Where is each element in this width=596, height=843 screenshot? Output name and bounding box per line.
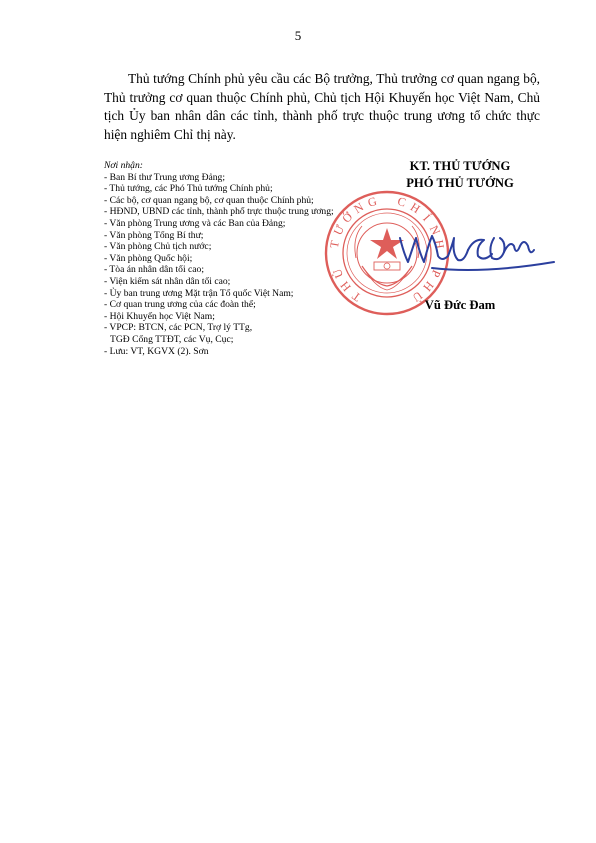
svg-text:H: H (431, 238, 448, 250)
svg-text:N: N (351, 199, 367, 217)
signature-icon (392, 216, 557, 282)
svg-text:Ớ: Ớ (339, 209, 356, 226)
recipient-item: - VPCP: BTCN, các PCN, Trợ lý TTg, (104, 322, 253, 334)
svg-text:H: H (337, 278, 354, 295)
page-number: 5 (294, 28, 302, 43)
svg-text:T: T (326, 239, 342, 250)
recipient-item: - Lưu: VT, KGVX (2). Sơn (104, 345, 209, 357)
svg-text:Ủ: Ủ (409, 288, 426, 305)
svg-text:T: T (349, 288, 364, 305)
recipient-item: - HĐND, UBND các tỉnh, thành phố trực thuộc trung ương; (104, 206, 334, 218)
recipient-item: - Viện kiểm sát nhân dân tối cao; (104, 275, 231, 287)
signer-block (372, 158, 548, 192)
recipient-item: TGĐ Cổng TTĐT, các Vụ, Cục; (110, 333, 234, 345)
recipient-item: - Văn phòng Chủ tịch nước; (104, 241, 212, 253)
svg-text:Ư: Ư (330, 222, 348, 238)
signer-title: KT. THỦ TƯỚNG (409, 159, 511, 173)
directive-paragraph: Thủ tướng Chính phủ yêu cầu các Bộ trưởng, Thủ trưởng cơ quan ngang bộ, Thủ trưởng cơ quan thuộc Chính phủ, Chủ tịch Hội Khuyến học Việt Nam, Chủ tịch Ủy ban nhân dân các tỉnh, thành phố trực thuộc trung ương tổ chức thực hiện nghiêm Chỉ thị này. (104, 71, 540, 142)
recipients-heading: Nơi nhận: (104, 160, 143, 171)
signer-name: Vũ Đức Đam (424, 298, 496, 312)
recipient-item: - Thủ tướng, các Phó Thủ tướng Chính phủ; (104, 183, 273, 195)
recipient-item: - Hội Khuyến học Việt Nam; (104, 310, 215, 322)
recipient-item: - Cơ quan trung ương của các đoàn thể; (104, 299, 256, 311)
svg-text:Í: Í (420, 211, 434, 224)
svg-text:G: G (366, 193, 379, 210)
svg-text:H: H (420, 278, 437, 295)
recipient-item: - Văn phòng Trung ương và các Ban của Đảng; (104, 217, 286, 229)
svg-text:C: C (395, 193, 408, 210)
recipient-item: - Ban Bí thư Trung ương Đảng; (104, 171, 226, 183)
svg-text:H: H (407, 199, 423, 217)
recipient-item: - Tòa án nhân dân tối cao; (104, 264, 204, 276)
recipient-item: - Văn phòng Quốc hội; (104, 252, 193, 264)
svg-text:Ủ: Ủ (329, 266, 347, 281)
svg-text:P: P (428, 267, 444, 280)
recipient-item: - Văn phòng Tổng Bí thư; (104, 229, 204, 241)
signer-subtitle: PHÓ THỦ TƯỚNG (406, 176, 514, 190)
recipient-item: - Các bộ, cơ quan ngang bộ, cơ quan thuộc Chính phủ; (104, 194, 314, 206)
svg-text:N: N (426, 223, 444, 237)
recipient-item: - Ủy ban trung ương Mặt trận Tổ quốc Việt Nam; (104, 287, 294, 299)
